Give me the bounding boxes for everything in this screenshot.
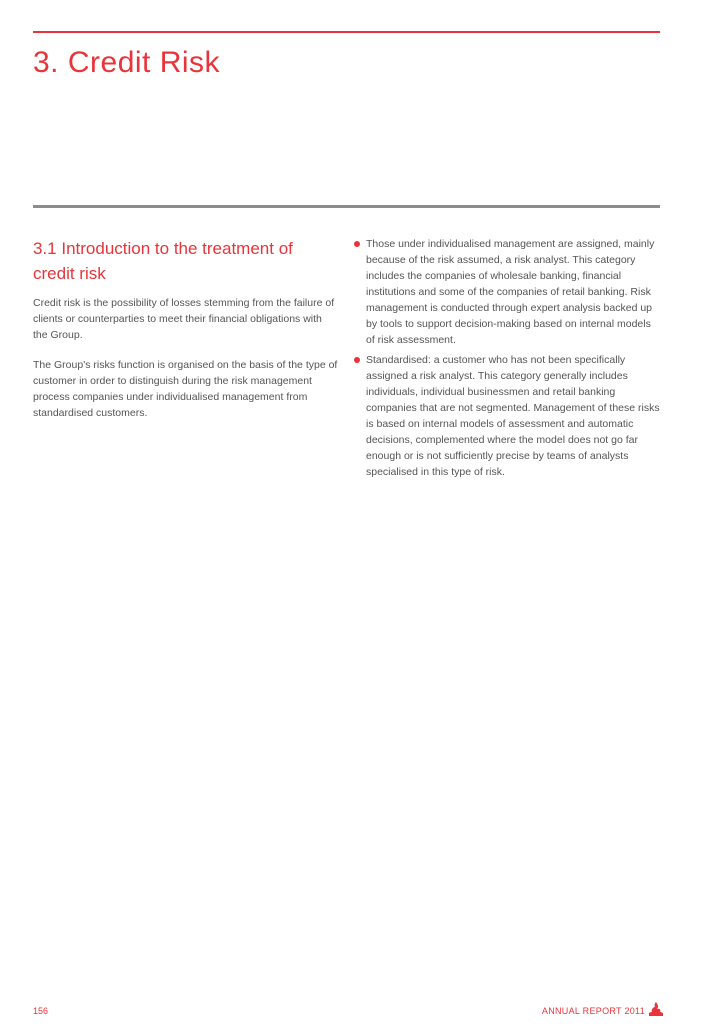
bullet-item [352,352,662,480]
bullet-text: Standardised: a customer who has not been specifically assigned a risk analyst. This category generally includes individuals, individual businessmen and retail banking companies that are not segmented. Management of these risks is based on internal models of assessment and automatic decisions, complemented where the model does not go far enough or is not sufficiently precise by teams of analysts specialised in this type of risk. [366,354,660,478]
right-column [352,236,662,484]
flame-logo-icon [648,1001,664,1017]
footer-report-title: ANNUAL REPORT 2011 [541,1006,645,1016]
paragraph: The Group's risks function is organised on the basis of the type of customer in order to distinguish during the risk management process companies under individualised management from standardised customers. [33,359,338,419]
bullet-dot-icon [354,357,360,363]
bullet-text: Those under individualised management are assigned, mainly because of the risk assumed, a risk analyst. This category includes the companies of wholesale banking, financial institutions and some of the companies of retail banking. Risk management is conducted through expert analysis backed up by tools to support decision-making based on internal models of risk assessment. [366,238,655,346]
left-column [33,236,338,435]
page-number: 156 [33,1006,49,1016]
bullet-dot-icon [354,241,360,247]
section-title: 3.1 Introduction to the treatment of credit risk [33,239,293,283]
paragraph: Credit risk is the possibility of losses stemming from the failure of clients or counterparties to meet their financial obligations with the Group. [33,297,335,341]
bullet-item [352,236,662,348]
top-rule [33,31,660,33]
chapter-title: 3. Credit Risk [33,46,221,79]
section-rule [33,205,660,208]
